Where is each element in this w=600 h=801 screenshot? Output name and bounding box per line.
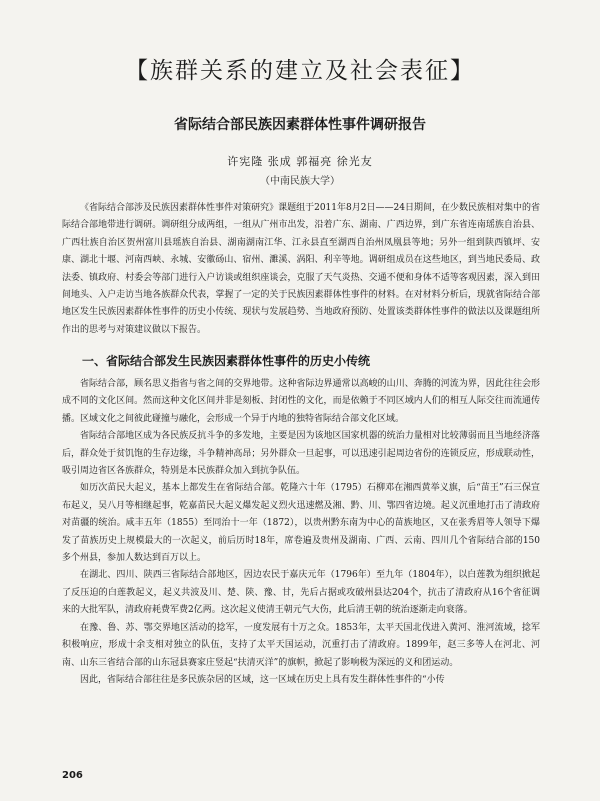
affiliation-line: （中南民族大学） [260,176,340,187]
body-paragraph: 省际结合部地区成为各民族反抗斗争的多发地，主要是因为该地区国家机器的统治力量相对比较薄弱而且当地经济落后，群众处于贫饥饱的生存边缘，斗争精神高昂；另外群众一旦起事，可以迅速引起周边省份的连锁反应，形成联动性，吸引周边省区各族群众，特别是本民族群众加入到抗争队伍。 [62,431,540,477]
section-heading: 一、省际结合部发生民族因素群体性事件的历史小传统 [82,354,371,368]
body-paragraph: 在豫、鲁、苏、鄂交界地区活动的捻军，一度发展有十万之众。1853年，太平天国北伐进入黄河、淮河流域，捻军积极响应，形成十余支相对独立的队伍，支持了太平天国运动，沉重打击了清政府。1899年，赵三多等人在河北、河南、山东三省结合部的山东冠县赛家庄竖起“扶清灭洋”的旗帜，掀起了影响极为深远的义和团运动。 [62,622,540,668]
column-banner: 【族群关系的建立及社会表征】 [125,58,475,84]
body-paragraph: 因此，省际结合部往往是多民族杂居的区域，这一区域在历史上具有发生群体性事件的“小传 [80,674,445,685]
intro-paragraph [62,200,540,339]
body-paragraph: 在湖北、四川、陕西三省际结合部地区，因边农民于嘉庆元年（1796年）至九年（1804年），以白莲教为组织掀起了反压迫的白莲教起义，起义共波及川、楚、陕、豫、甘，先后占据或攻破州县达204个，抗击了清政府从16个省征调来的大批军队，清政府耗费军费2亿两。这次起义使清王朝元气大伤，此后清王朝的统治逐渐走向衰落。 [62,570,540,616]
section-body [62,376,540,689]
intro-text: 《省际结合部涉及民族因素群体性事件对策研究》课题组于2011年8月2日——24日期间，在少数民族相对集中的省际结合部地带进行调研。调研组分成两组，一组从广州市出发，沿着广东、湖南、广西边界，到广东省连南瑶族自治县、广西壮族自治区贺州富川县瑶族自治县、湖南湖南江华、江永县直至湖西自治州凤凰县等地；另外一组到陕西镇坪、安康、湖北十堰、河南西峡、永城、安徽砀山、宿州、濉溪、涡阳、利辛等地。调研组成员在这些地区，到当地民委局、政法委、镇政府、村委会等部门进行入户访谈或组织座谈会，克服了天气炎热、交通不便和身体不适等客观因素，深入到田间地头、入户走访当地各族群众代表，掌握了一定的关于民族因素群体性事件的材料。在对材料分析后，现就省际结合部地区发生民族因素群体性事件的历史小传统、现状与发展趋势、当地政府预防、处置该类群体性事件的做法以及课题组所作出的思考与对策建议做以下报告。 [62,203,540,335]
author-line: 许宪隆 张成 郭福亮 徐光友 [227,155,373,168]
body-paragraph: 省际结合部，顾名思义指省与省之间的交界地带。这种省际边界通常以高峻的山川、奔腾的河流为界，因此往往会形成不同的文化区间。然而这种文化区间并非是刻板、封闭性的文化，而是依赖于不同区域内人们的相互人际交往而流通传播。区域文化之间彼此碰撞与融化，会形成一个异于内地的独特省际结合部文化区域。 [62,379,540,424]
article-title: 省际结合部民族因素群体性事件调研报告 [174,117,426,133]
body-paragraph: 如历次苗民大起义，基本上都发生在省际结合部。乾隆六十年（1795）石柳邓在湘西黄举义旗，后“苗王”石三保宣布起义，吴八月等相继起事，乾嘉苗民大起义爆发起义烈火迅速燃及湘、黔、川、鄂四省边境。起义沉重地打击了清政府对苗疆的统治。咸丰五年（1855）至同治十一年（1872），以贵州黔东南为中心的苗族地区，又在张秀眉等人领导下爆发了苗族历史上规模最大的一次起义，前后历时18年，席卷遍及贵州及湖南、广西、云南、四川几个省际结合部的150多个州县，参加人数达到百万以上。 [62,483,540,564]
page-number: 206 [62,770,83,781]
